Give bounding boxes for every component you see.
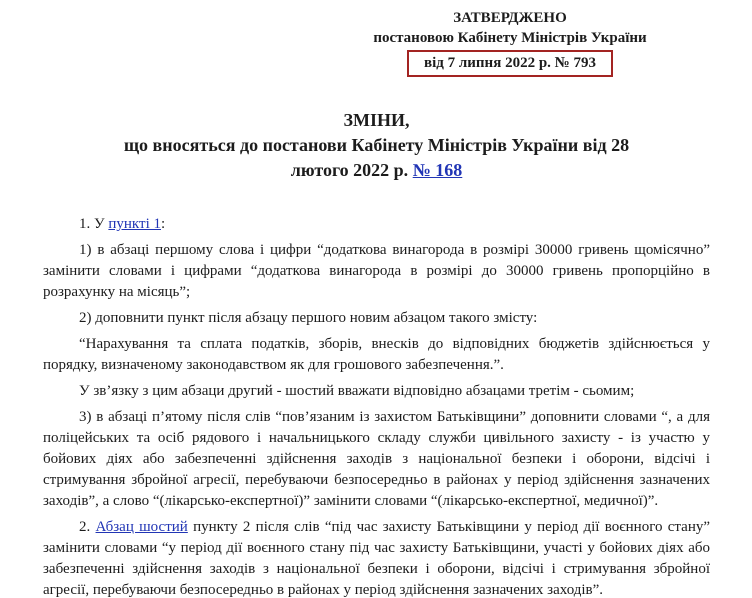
link-punkt-1[interactable]: пункті 1 <box>108 216 161 232</box>
title-line-3: лютого 2022 р. <box>290 160 413 180</box>
paragraph-subitem-2-quote: “Нарахування та сплата податків, зборів, внесків до відповідних бюджетів здійснюється у порядку, визначеному законодавством як для грошового забезпечення.”. <box>43 336 710 373</box>
paragraph-subitem-2-note: У зв’язку з цим абзаци другий - шостий вважати відповідно абзацами третім - сьомим; <box>79 383 635 399</box>
approval-date-highlight-box: від 7 липня 2022 р. № 793 <box>407 50 613 77</box>
item-2-text-before: 2. <box>79 519 96 535</box>
item-1-text-before: 1. У <box>79 216 109 232</box>
title-line-1: ЗМІНИ, <box>343 110 410 130</box>
document-body <box>43 214 710 598</box>
paragraph-subitem-3: 3) в абзаці п’ятому після слів “пов’язаним із захистом Батьківщини” доповнити словами “, а для поліцейських та осіб рядового і начальницького складу служби цивільного захисту - із участю у бойових діях або забезпеченні здійснення заходів з національної безпеки і оборони, відсічі і стримування збройної агресії, перебуваючи безпосередньо в районах у період здійснення зазначених заходів”, а слово “(лікарсько-експертної)” замінити словами “(лікарсько-експертної, медичної)”. <box>43 409 710 509</box>
approval-stamp <box>352 8 668 77</box>
page-title <box>43 108 710 183</box>
title-line-2: що вносяться до постанови Кабінету Міністрів України від 28 <box>123 135 630 155</box>
paragraph-subitem-1: 1) в абзаці першому слова і цифри “додаткова винагорода в розмірі 30000 гривень щомісячно” замінити словами і цифрами “додаткова винагорода в розмірі до 30000 гривень пропорційно в розрахунку на місяць”; <box>43 242 710 300</box>
link-abzats-shostyi[interactable]: Абзац шостий <box>95 519 188 535</box>
item-1-text-after: : <box>161 216 166 232</box>
paragraph-item-1 <box>43 214 710 235</box>
link-resolution-168[interactable]: № 168 <box>412 160 463 180</box>
paragraph-item-2 <box>43 517 710 598</box>
item-2-text-after: пункту 2 після слів “під час захисту Батьківщини у період дії воєнного стану” замінити словами “у період дії воєнного стану під час захисту Батьківщини, участі у бойових діях або забезпеченні здійснення заходів з національної безпеки і оборони, відсічі і стримування збройної агресії, перебуваючи безпосередньо в районах у період здійснення зазначених заходів”. <box>43 519 711 598</box>
approval-subtitle: постановою Кабінету Міністрів України <box>373 30 647 46</box>
approval-date-row <box>352 50 668 77</box>
approval-title: ЗАТВЕРДЖЕНО <box>453 10 567 26</box>
paragraph-subitem-2: 2) доповнити пункт після абзацу першого новим абзацом такого змісту: <box>79 310 538 326</box>
